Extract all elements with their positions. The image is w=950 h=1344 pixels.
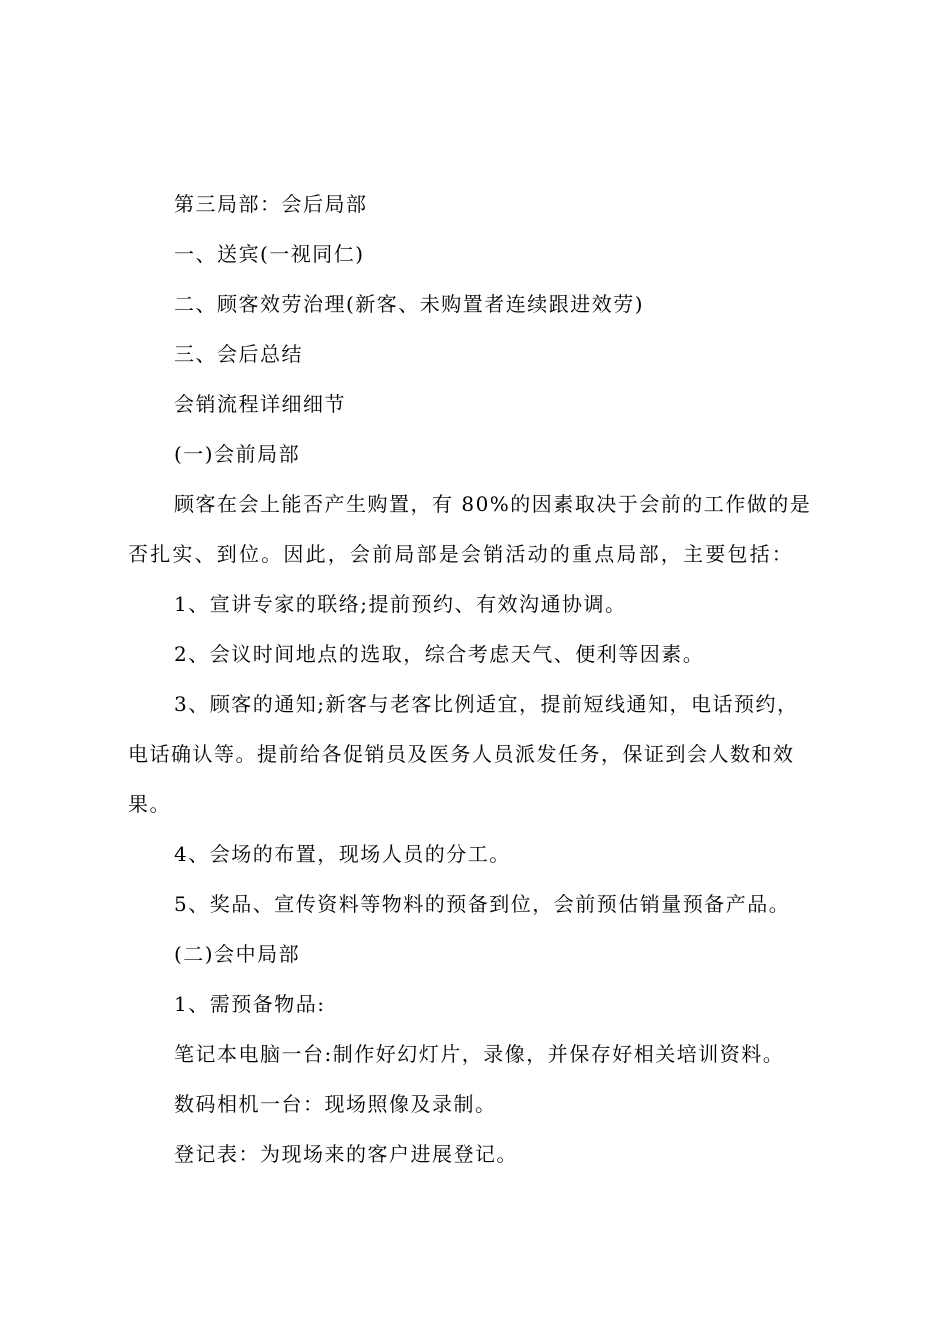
paragraph-line: 否扎实、到位。因此，会前局部是会销活动的重点局部，主要包括： bbox=[128, 542, 794, 566]
subsection-heading: (一)会前局部 bbox=[174, 442, 301, 466]
paragraph-line: 电话确认等。提前给各促销员及医务人员派发任务，保证到会人数和效 bbox=[128, 742, 795, 766]
subsection-heading: (二)会中局部 bbox=[174, 942, 301, 966]
list-item: 一、送宾(一视同仁) bbox=[174, 242, 365, 266]
list-item: 4、会场的布置，现场人员的分工。 bbox=[174, 842, 511, 866]
list-item: 3、顾客的通知;新客与老客比例适宜，提前短线通知，电话预约， bbox=[174, 692, 799, 716]
paragraph-line: 登记表：为现场来的客户进展登记。 bbox=[174, 1142, 518, 1166]
subsection-heading: 会销流程详细细节 bbox=[174, 392, 346, 416]
list-item: 二、顾客效劳治理(新客、未购置者连续跟进效劳) bbox=[174, 292, 645, 316]
paragraph-line: 果。 bbox=[128, 792, 171, 816]
section-heading: 第三局部：会后局部 bbox=[174, 192, 368, 216]
paragraph-line: 数码相机一台：现场照像及录制。 bbox=[174, 1092, 497, 1116]
list-item: 2、会议时间地点的选取，综合考虑天气、便利等因素。 bbox=[174, 642, 705, 666]
paragraph-line: 笔记本电脑一台:制作好幻灯片，录像，并保存好相关培训资料。 bbox=[174, 1042, 785, 1066]
paragraph-line: 顾客在会上能否产生购置，有 80%的因素取决于会前的工作做的是 bbox=[174, 492, 812, 516]
list-item: 三、会后总结 bbox=[174, 342, 303, 366]
list-item: 1、需预备物品: bbox=[174, 992, 326, 1016]
list-item: 1、宣讲专家的联络;提前预约、有效沟通协调。 bbox=[174, 592, 627, 616]
list-item: 5、奖品、宣传资料等物料的预备到位，会前预估销量预备产品。 bbox=[174, 892, 791, 916]
